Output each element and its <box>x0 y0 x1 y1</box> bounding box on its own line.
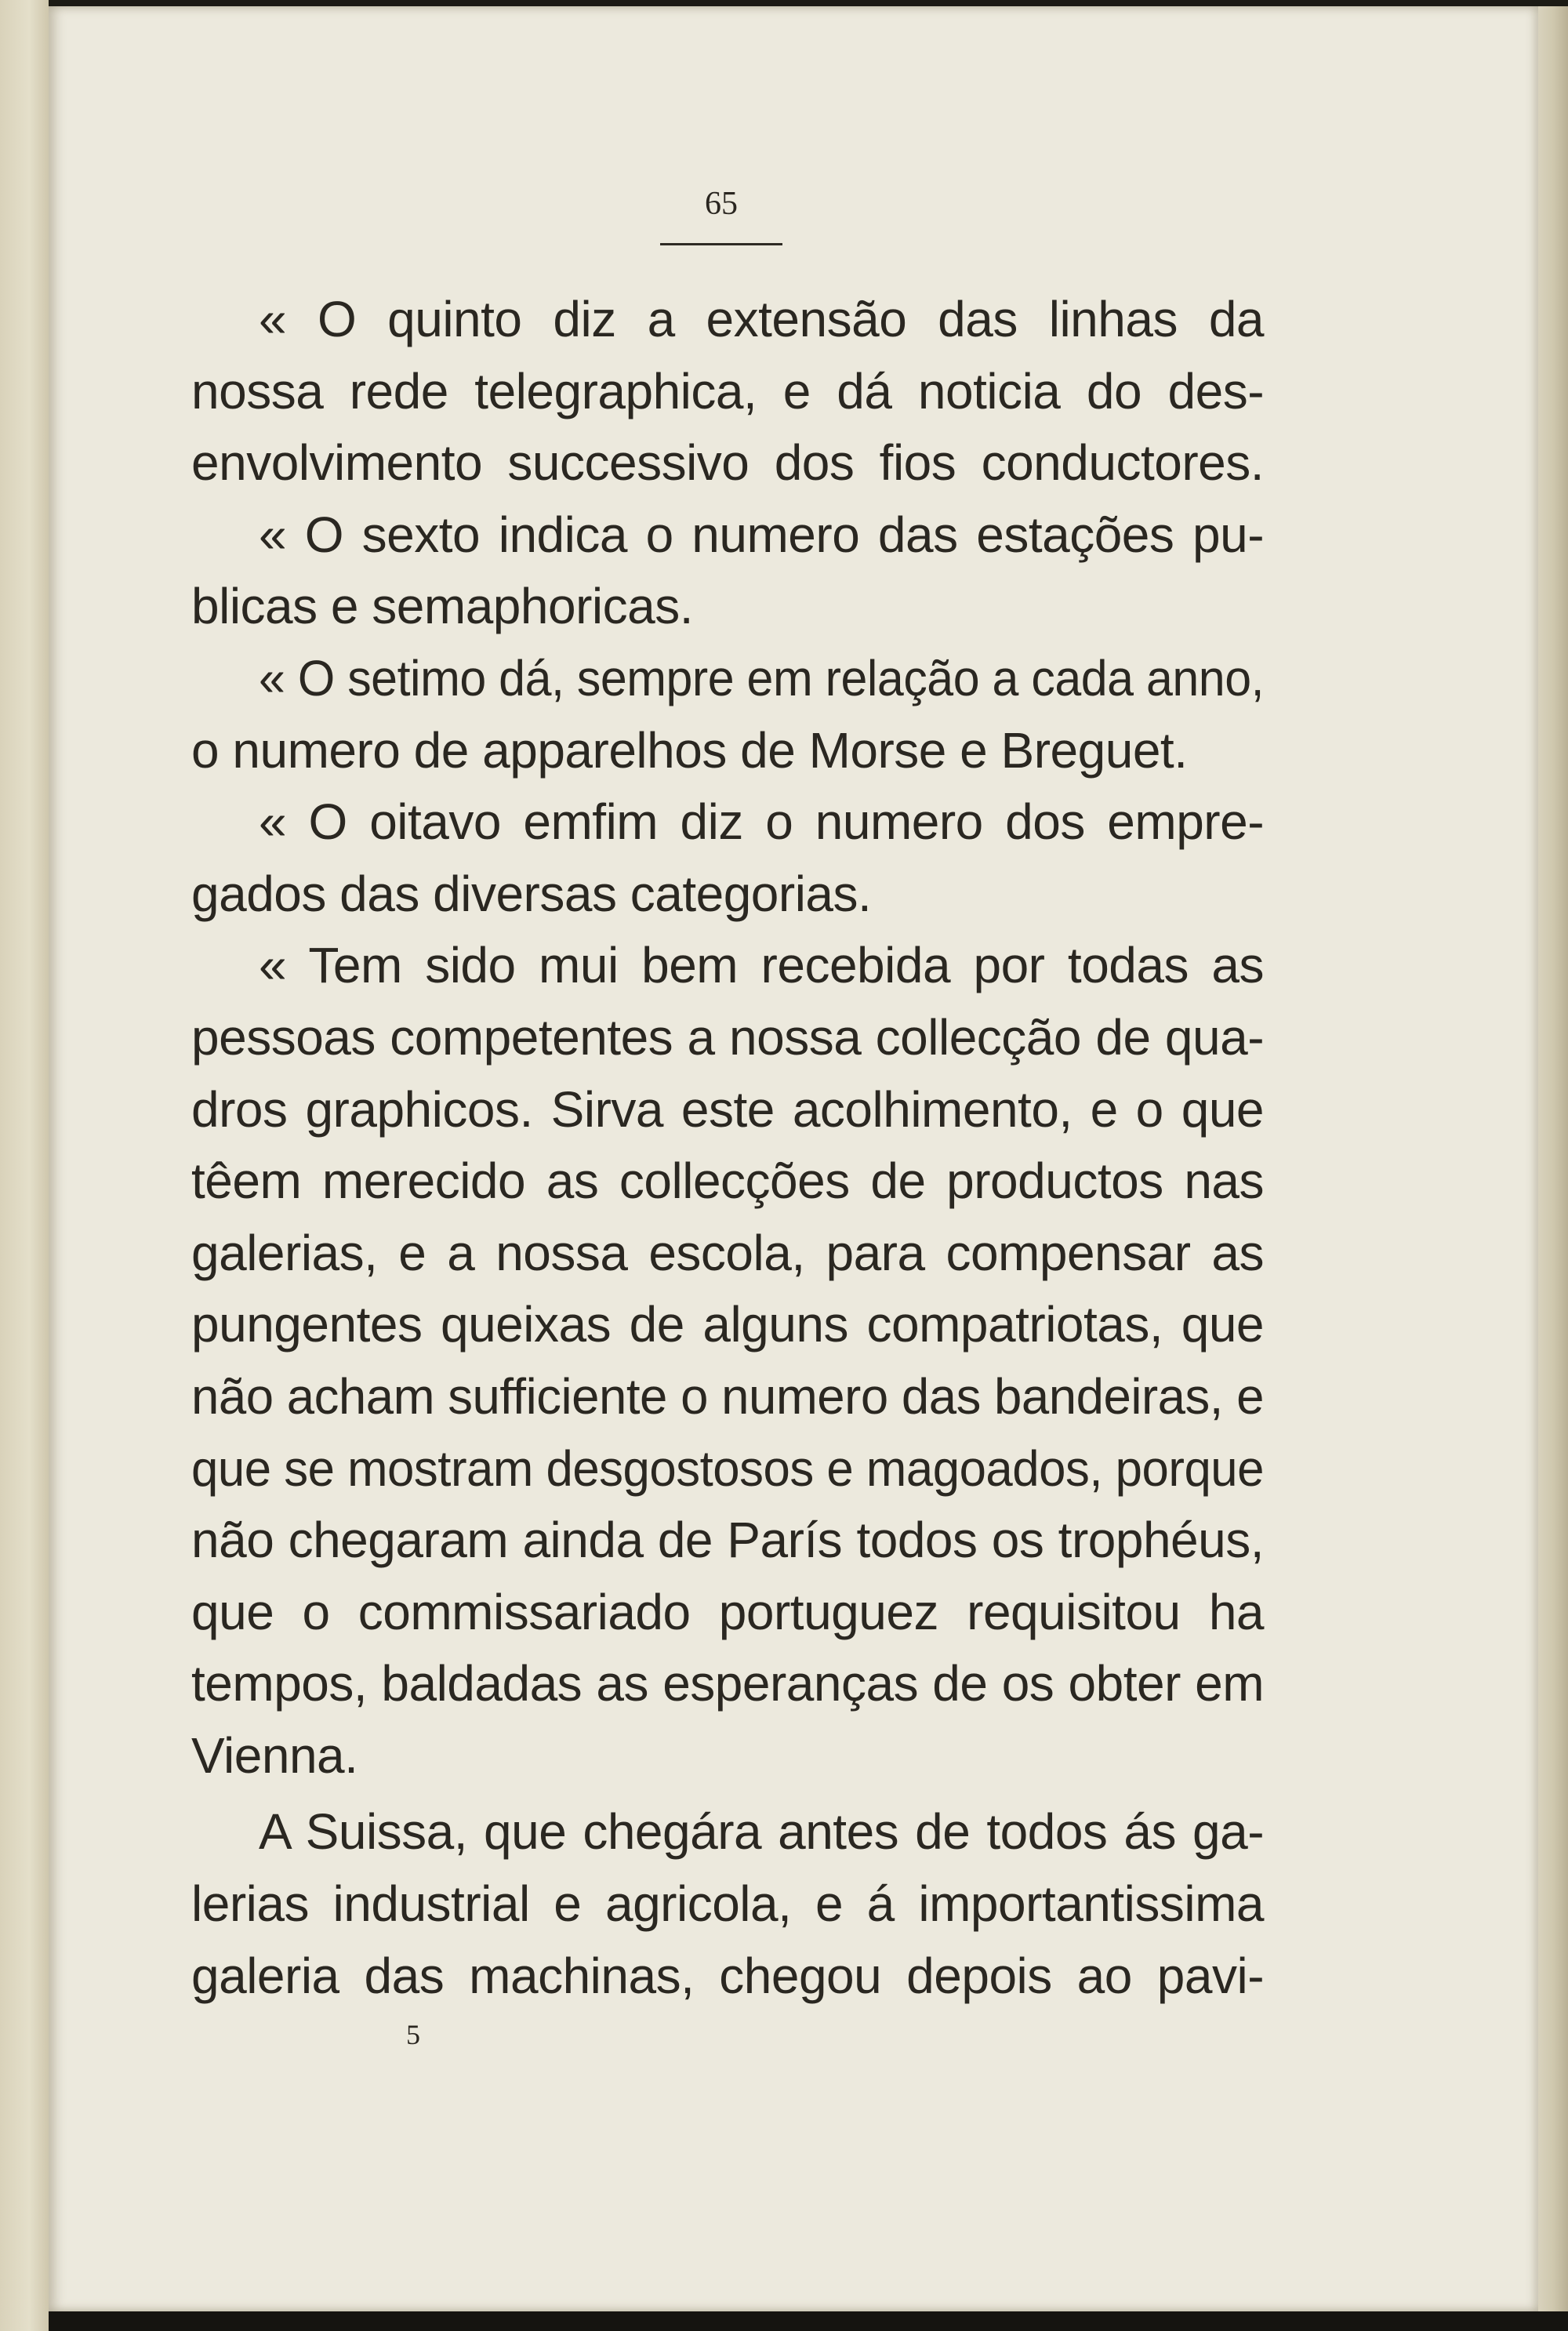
left-page-edge <box>0 0 49 2331</box>
text-line: galerias, e a nossa escola, para compensar as <box>191 1224 1264 1281</box>
text-line: pungentes queixas de alguns compatriotas, que <box>191 1296 1264 1353</box>
bottom-shadow <box>49 2311 1568 2331</box>
body-text <box>191 284 1264 2012</box>
signature-mark: 5 <box>406 2019 420 2050</box>
text-line: o numero de apparelhos de Morse e Breguet. <box>191 721 1188 779</box>
text-line: « O quinto diz a extensão das linhas da <box>259 291 1264 347</box>
text-line: tempos, baldadas as esperanças de os obter em <box>191 1655 1264 1712</box>
text-line: « O setimo dá, sempre em relação a cada anno, <box>258 649 1265 706</box>
text-line: lerias industrial e agricola, e á importantissima <box>191 1875 1264 1933</box>
text-line: « O oitavo emfim diz o numero dos empre- <box>259 793 1264 851</box>
text-line: blicas e semaphoricas. <box>191 578 693 635</box>
text-line: « O sexto indica o numero das estações pu- <box>259 506 1264 563</box>
text-line: nossa rede telegraphica, e dá noticia do des- <box>191 362 1264 419</box>
text-line: dros graphicos. Sirva este acolhimento, e o que <box>191 1080 1264 1138</box>
text-line: envolvimento successivo dos fios conductores. <box>191 434 1264 492</box>
text-line: gados das diversas categorias. <box>191 865 872 922</box>
text-line: não chegaram ainda de París todos os trophéus, <box>191 1512 1264 1569</box>
text-line: têem merecido as collecções de productos nas <box>191 1153 1264 1210</box>
text-line: « Tem sido mui bem recebida por todas as <box>259 937 1264 994</box>
page-number: 65 <box>705 186 738 222</box>
text-line: A Suissa, que chegára antes de todos ás ga- <box>259 1803 1264 1861</box>
text-line: Vienna. <box>191 1726 358 1784</box>
text-line: galeria das machinas, chegou depois ao pavi- <box>191 1947 1264 2004</box>
right-page-edge <box>1538 6 1568 2311</box>
text-line: que o commissariado portuguez requisitou ha <box>191 1583 1264 1640</box>
page-number-rule <box>660 243 782 245</box>
text-line: não acham sufficiente o numero das bandeiras, e <box>191 1367 1265 1425</box>
text-line: que se mostram desgostosos e magoados, porque <box>191 1440 1264 1497</box>
text-line: pessoas competentes a nossa collecção de qua- <box>191 1008 1264 1066</box>
